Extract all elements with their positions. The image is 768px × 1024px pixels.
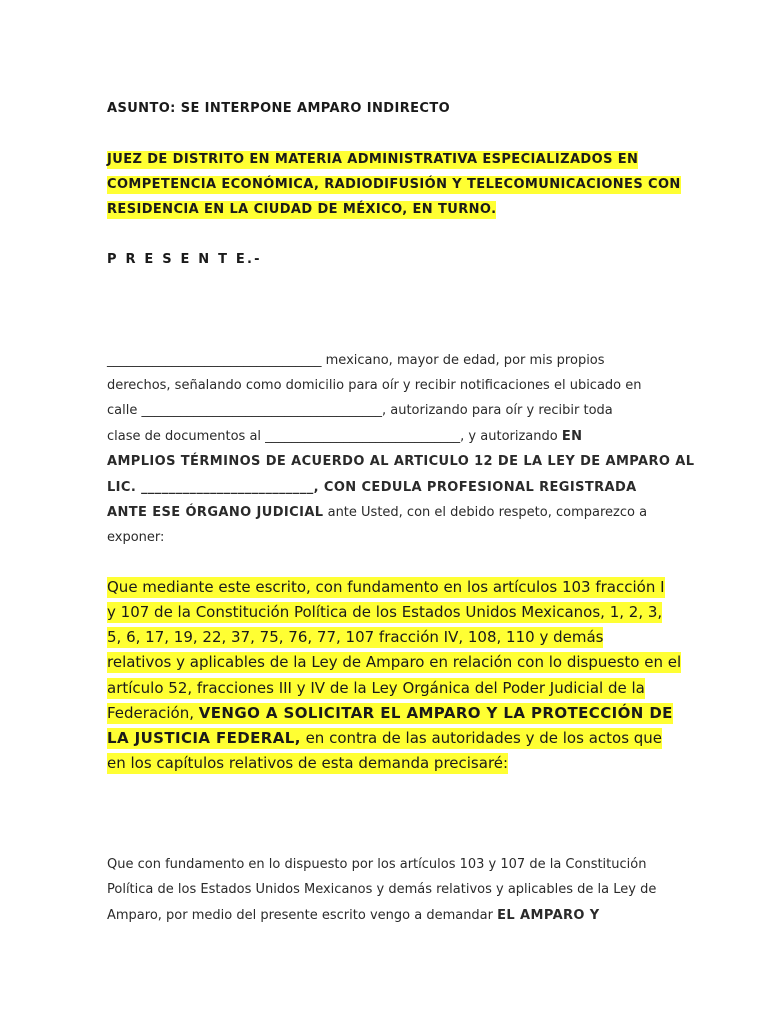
p2-text: y 107 de la Constitución Política de los Estados Unidos Mexicanos, 1, 2, 3, [107, 603, 663, 621]
addressee-line-2 [107, 175, 681, 195]
p1-line-4 [107, 427, 582, 447]
p1-line-6 [107, 478, 637, 498]
p1-bold-text: LIC. _________________________, CON CEDULA PROFESIONAL REGISTRADA [107, 480, 637, 495]
p1-bold-text: ANTE ESE ÓRGANO JUDICIAL [107, 505, 324, 520]
p3-bold-text: EL AMPARO Y [497, 908, 600, 923]
addressee-text: JUEZ DE DISTRITO EN MATERIA ADMINISTRATIVA ESPECIALIZADOS EN [107, 152, 639, 167]
p2-line-8 [107, 752, 508, 774]
p1-text: calle _____________________________________, autorizando para oír y recibir toda [107, 403, 613, 418]
p1-text: exponer: [107, 530, 165, 545]
p3-line-2 [107, 880, 656, 900]
p2-line-2 [107, 601, 662, 623]
p1-line-3 [107, 401, 613, 421]
addressee-line-3 [107, 200, 496, 220]
p1-text: derechos, señalando como domicilio para oír y recibir notificaciones el ubicado en [107, 378, 642, 393]
p2-bold-text: VENGO A SOLICITAR EL AMPARO Y LA PROTECCIÓN DE [198, 704, 673, 722]
subject-text: ASUNTO: SE INTERPONE AMPARO INDIRECTO [107, 101, 451, 116]
p1-bold-text: EN [561, 429, 583, 444]
subject-line [107, 99, 450, 119]
p3-line-1 [107, 855, 646, 875]
p2-bold-text: LA JUSTICIA FEDERAL, [107, 729, 301, 747]
p3-line-3 [107, 906, 600, 926]
p1-line-1 [107, 351, 605, 371]
addressee-line-1 [107, 150, 638, 170]
p2-line-5 [107, 677, 645, 699]
p3-text: Política de los Estados Unidos Mexicanos y demás relativos y aplicables de la Ley de [107, 882, 657, 897]
p2-text: relativos y aplicables de la Ley de Amparo en relación con lo dispuesto en el [107, 653, 682, 671]
p1-line-5 [107, 452, 694, 472]
p2-text: Que mediante este escrito, con fundamento en los artículos 103 fracción I [107, 578, 665, 596]
p1-text: _________________________________ mexicano, mayor de edad, por mis propios [107, 353, 605, 368]
p2-text: Federación, [107, 704, 199, 722]
p1-line-2 [107, 376, 642, 396]
p2-line-6 [107, 702, 673, 724]
p2-text: en contra de las autoridades y de los actos que [300, 729, 663, 747]
p1-bold-text: AMPLIOS TÉRMINOS DE ACUERDO AL ARTICULO 12 DE LA LEY DE AMPARO AL [107, 454, 695, 469]
p1-text: ante Usted, con el debido respeto, comparezco a [323, 505, 648, 520]
addressee-text: RESIDENCIA EN LA CIUDAD DE MÉXICO, EN TURNO. [107, 202, 497, 217]
p2-line-7 [107, 727, 662, 749]
addressee-text: COMPETENCIA ECONÓMICA, RADIODIFUSIÓN Y TELECOMUNICACIONES CON [107, 177, 681, 192]
p1-line-8 [107, 528, 164, 548]
presente-line [107, 250, 262, 270]
p3-text: Amparo, por medio del presente escrito vengo a demandar [107, 908, 498, 923]
presente-text: P R E S E N T E.- [107, 252, 262, 267]
p1-text: clase de documentos al ______________________________, y autorizando [107, 429, 562, 444]
p2-text: 5, 6, 17, 19, 22, 37, 75, 76, 77, 107 fracción IV, 108, 110 y demás [107, 628, 604, 646]
p2-line-1 [107, 576, 665, 598]
p1-line-7 [107, 503, 647, 523]
p2-line-3 [107, 626, 603, 648]
p3-text: Que con fundamento en lo dispuesto por los artículos 103 y 107 de la Constitución [107, 857, 647, 872]
p2-text: en los capítulos relativos de esta demanda precisaré: [107, 754, 509, 772]
p2-line-4 [107, 651, 681, 673]
p2-text: artículo 52, fracciones III y IV de la Ley Orgánica del Poder Judicial de la [107, 679, 645, 697]
